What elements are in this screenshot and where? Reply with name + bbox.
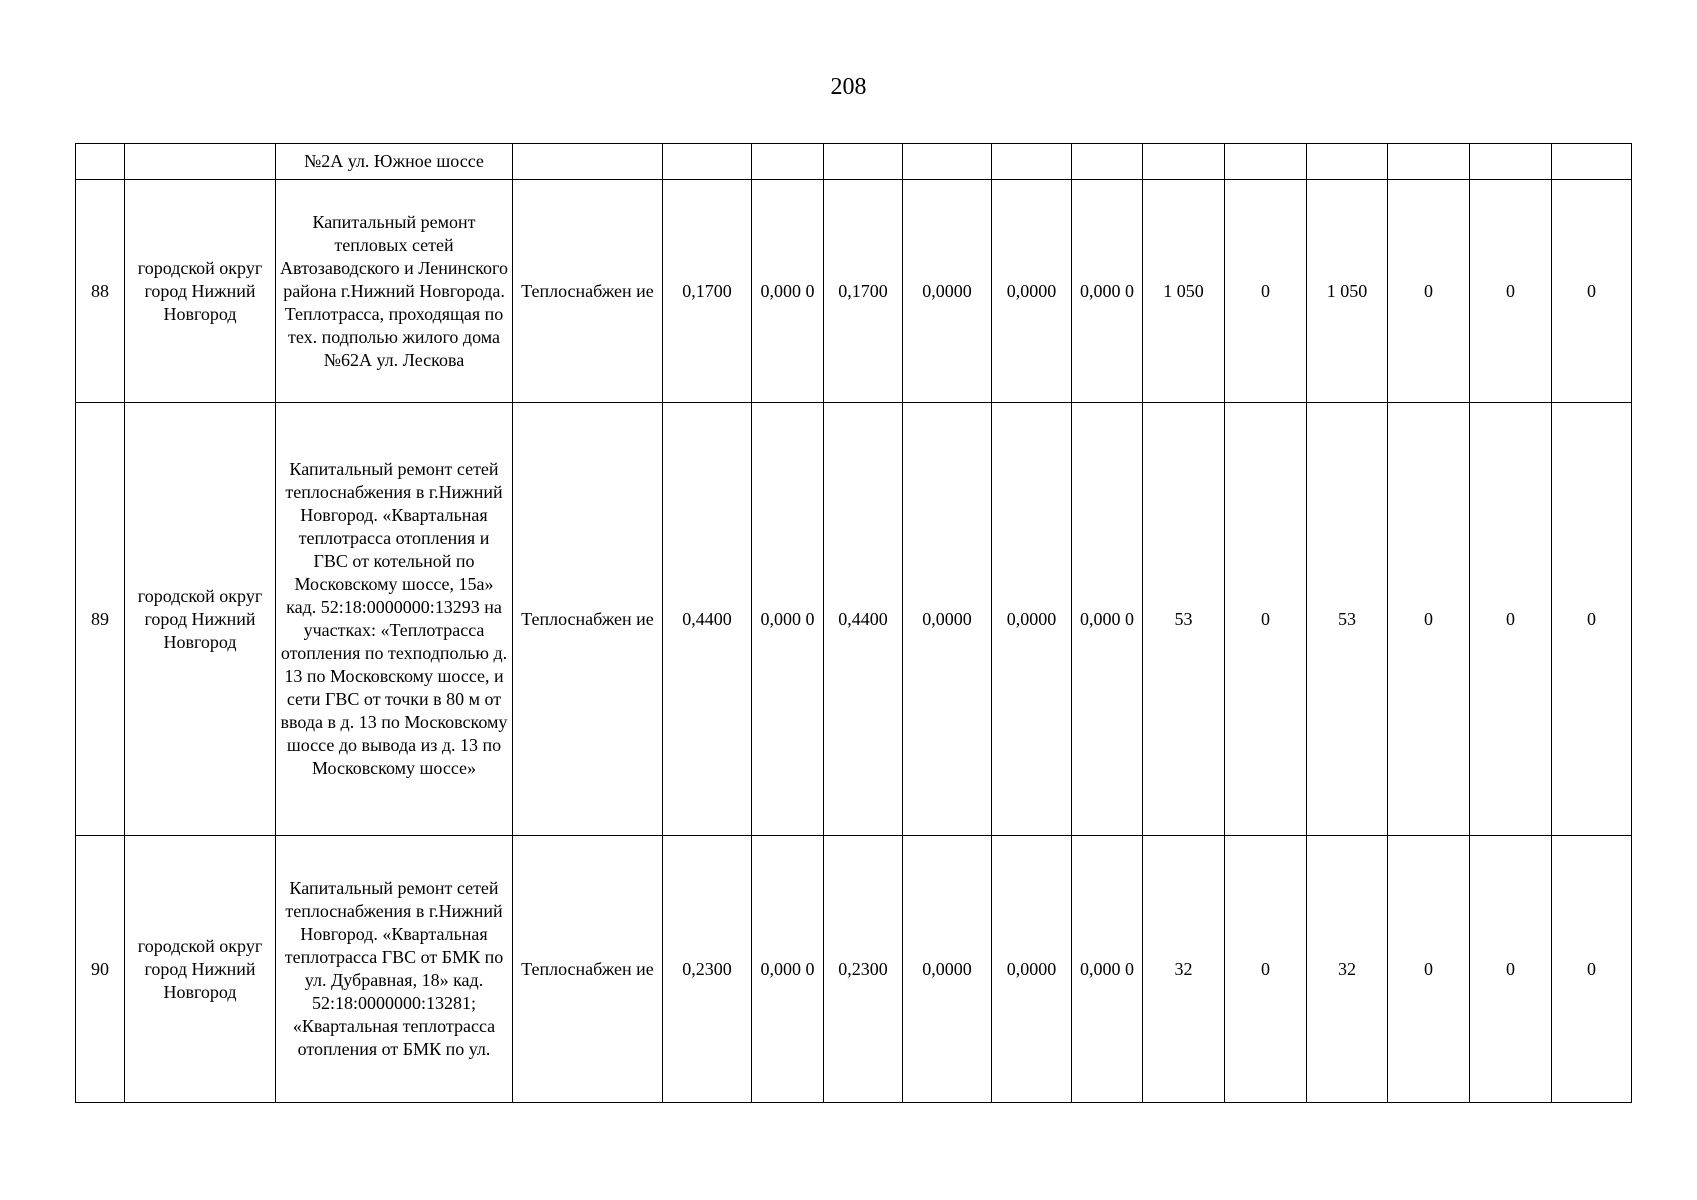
cell-v5 <box>992 144 1072 180</box>
cell-v10 <box>1388 144 1470 180</box>
cell-description: №2А ул. Южное шоссе <box>276 144 513 180</box>
cell-v12: 0 <box>1552 403 1632 836</box>
cell-v8: 0 <box>1225 836 1307 1103</box>
cell-v7 <box>1143 144 1225 180</box>
cell-v10: 0 <box>1388 180 1470 403</box>
cell-v3: 0,2300 <box>824 836 903 1103</box>
cell-v1 <box>663 144 752 180</box>
cell-v2: 0,000 0 <box>752 403 824 836</box>
cell-type <box>513 144 663 180</box>
cell-v6: 0,000 0 <box>1072 836 1143 1103</box>
cell-v1: 0,4400 <box>663 403 752 836</box>
cell-v4: 0,0000 <box>903 836 992 1103</box>
cell-v1: 0,1700 <box>663 180 752 403</box>
cell-v9: 53 <box>1307 403 1388 836</box>
cell-v2: 0,000 0 <box>752 180 824 403</box>
cell-v7: 32 <box>1143 836 1225 1103</box>
cell-municipality: городской округ город Нижний Новгород <box>125 403 276 836</box>
cell-v6 <box>1072 144 1143 180</box>
cell-num: 89 <box>76 403 125 836</box>
cell-v9 <box>1307 144 1388 180</box>
cell-description: Капитальный ремонт тепловых сетей Автозаводского и Ленинского района г.Нижний Новгорода. Теплотрасса, проходящая по тех. подполью жилого дома №62А ул. Лескова <box>276 180 513 403</box>
cell-num: 88 <box>76 180 125 403</box>
table-row <box>76 836 1632 1103</box>
cell-description: Капитальный ремонт сетей теплоснабжения в г.Нижний Новгород. «Квартальная теплотрасса ГВС от БМК по ул. Дубравная, 18» кад. 52:18:0000000:13281; «Квартальная теплотрасса отопления от БМК по ул. <box>276 836 513 1103</box>
cell-municipality: городской округ город Нижний Новгород <box>125 836 276 1103</box>
cell-v5: 0,0000 <box>992 180 1072 403</box>
cell-v12 <box>1552 144 1632 180</box>
cell-v4: 0,0000 <box>903 180 992 403</box>
cell-v2: 0,000 0 <box>752 836 824 1103</box>
data-table <box>75 143 1632 1103</box>
cell-v11 <box>1470 144 1552 180</box>
cell-v5: 0,0000 <box>992 836 1072 1103</box>
cell-v6: 0,000 0 <box>1072 180 1143 403</box>
table-row-continuation <box>76 144 1632 180</box>
cell-num: 90 <box>76 836 125 1103</box>
cell-v4 <box>903 144 992 180</box>
cell-v11: 0 <box>1470 836 1552 1103</box>
cell-v8: 0 <box>1225 403 1307 836</box>
cell-v12: 0 <box>1552 180 1632 403</box>
cell-v8 <box>1225 144 1307 180</box>
cell-v2 <box>752 144 824 180</box>
cell-v11: 0 <box>1470 403 1552 836</box>
table-row <box>76 180 1632 403</box>
cell-v6: 0,000 0 <box>1072 403 1143 836</box>
cell-v8: 0 <box>1225 180 1307 403</box>
cell-v10: 0 <box>1388 836 1470 1103</box>
cell-v4: 0,0000 <box>903 403 992 836</box>
cell-v7: 1 050 <box>1143 180 1225 403</box>
cell-municipality: городской округ город Нижний Новгород <box>125 180 276 403</box>
cell-v3 <box>824 144 903 180</box>
cell-v5: 0,0000 <box>992 403 1072 836</box>
cell-v9: 1 050 <box>1307 180 1388 403</box>
cell-v11: 0 <box>1470 180 1552 403</box>
cell-type: Теплоснабжен ие <box>513 180 663 403</box>
cell-description: Капитальный ремонт сетей теплоснабжения в г.Нижний Новгород. «Квартальная теплотрасса отопления и ГВС от котельной по Московскому шоссе, 15а» кад. 52:18:0000000:13293 на участках: «Теплотрасса отопления по техподполью д. 13 по Московскому шоссе, и сети ГВС от точки в 80 м от ввода в д. 13 по Московскому шоссе до вывода из д. 13 по Московскому шоссе» <box>276 403 513 836</box>
cell-v7: 53 <box>1143 403 1225 836</box>
cell-type: Теплоснабжен ие <box>513 836 663 1103</box>
cell-v3: 0,1700 <box>824 180 903 403</box>
cell-v1: 0,2300 <box>663 836 752 1103</box>
cell-num <box>76 144 125 180</box>
cell-v10: 0 <box>1388 403 1470 836</box>
cell-v12: 0 <box>1552 836 1632 1103</box>
cell-municipality <box>125 144 276 180</box>
page-number: 208 <box>830 74 867 100</box>
cell-v3: 0,4400 <box>824 403 903 836</box>
cell-type: Теплоснабжен ие <box>513 403 663 836</box>
cell-v9: 32 <box>1307 836 1388 1103</box>
table-row <box>76 403 1632 836</box>
